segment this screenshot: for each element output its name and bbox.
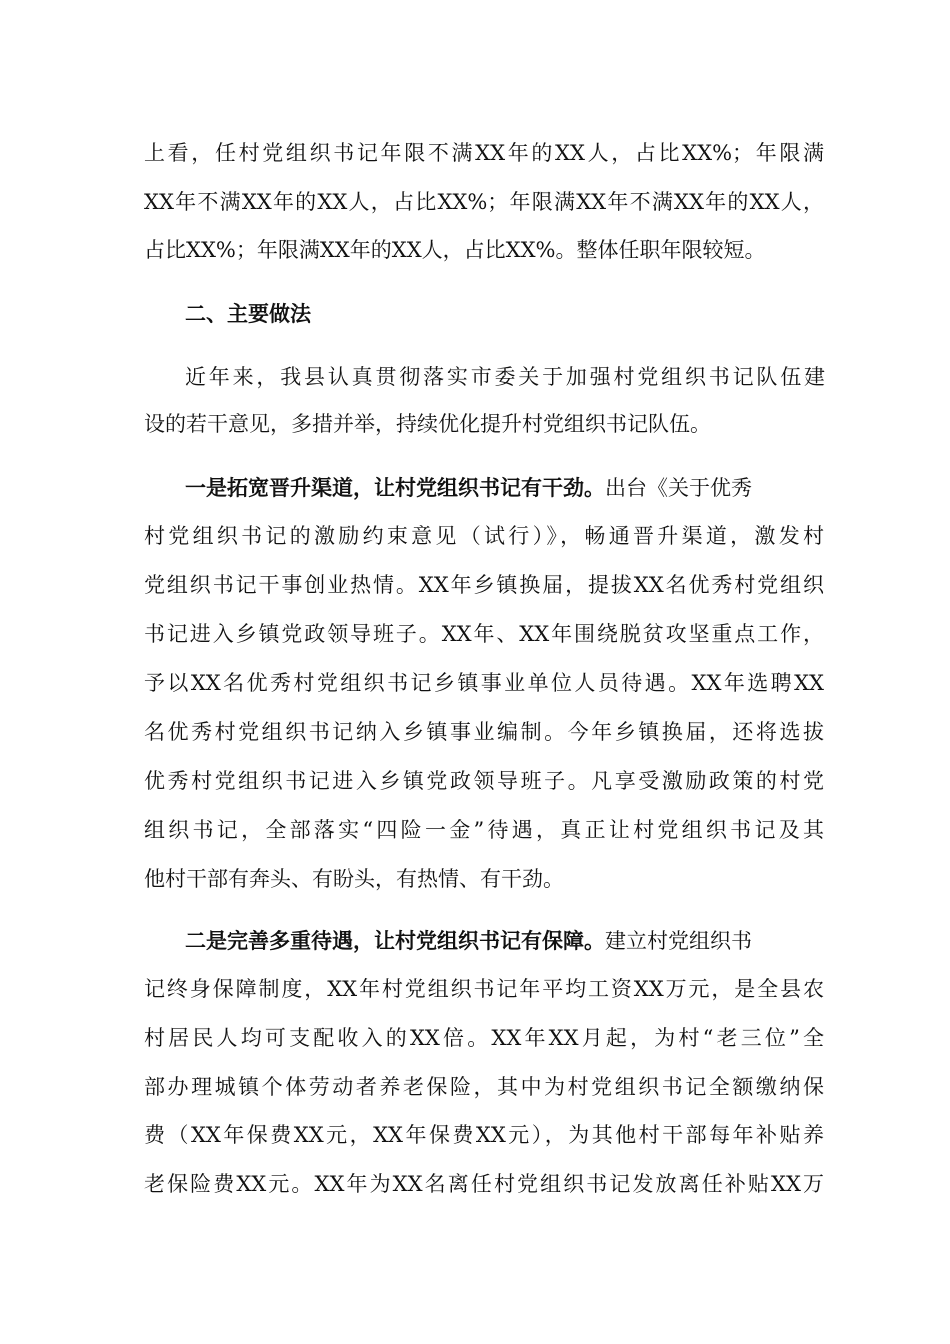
paragraph-lead-heading: 一是拓宽晋升渠道，让村党组织书记有干劲。 [185,475,605,500]
body-text-fragment: 建立村党组织书 [605,929,752,953]
section-heading: 二、主要做法 [185,302,311,326]
paragraph-first-line [185,473,752,503]
body-text-line: 近年来，我县认真贯彻落实市委关于加强村党组织书记队伍建 [185,365,825,389]
body-text-line: 优秀村党组织书记进入乡镇党政领导班子。凡享受激励政策的村党 [144,769,824,793]
paragraph-lead-heading: 二是完善多重待遇，让村党组织书记有保障。 [185,928,605,953]
body-text-line: 组织书记，全部落实“四险一金”待遇，真正让村党组织书记及其 [144,818,824,842]
body-text-line: 设的若干意见，多措并举，持续优化提升村党组织书记队伍。 [144,412,711,436]
body-text-line: 占比XX%；年限满XX年的XX人，占比XX%。整体任职年限较短。 [144,238,766,262]
body-text-line: 部办理城镇个体劳动者养老保险，其中为村党组织书记全额缴纳保 [144,1075,824,1099]
body-text-fragment: 出台《关于优秀 [605,476,752,500]
body-text-line: 名优秀村党组织书记纳入乡镇事业编制。今年乡镇换届，还将选拔 [144,720,824,744]
body-text-line: 他村干部有奔头、有盼头，有热情、有干劲。 [144,867,564,891]
body-text-line: 记终身保障制度，XX年村党组织书记年平均工资XX万元，是全县农 [144,977,824,1001]
body-text-line: 予以XX名优秀村党组织书记乡镇事业单位人员待遇。XX年选聘XX [144,671,824,695]
body-text-line: 费（XX年保费XX元，XX年保费XX元），为其他村干部每年补贴养 [144,1123,824,1147]
body-text-line: 村居民人均可支配收入的XX倍。XX年XX月起，为村“老三位”全 [144,1026,824,1050]
body-text-line: 村党组织书记的激励约束意见（试行）》，畅通晋升渠道，激发村 [144,524,824,548]
body-text-line: 上看，任村党组织书记年限不满XX年的XX人，占比XX%；年限满 [144,141,824,165]
body-text-line: 党组织书记干事创业热情。XX年乡镇换届，提拔XX名优秀村党组织 [144,573,824,597]
body-text-line: 老保险费XX元。XX年为XX名离任村党组织书记发放离任补贴XX万 [144,1172,824,1196]
body-text-line: XX年不满XX年的XX人，占比XX%；年限满XX年不满XX年的XX人， [144,190,824,214]
body-text-line: 书记进入乡镇党政领导班子。XX年、XX年围绕脱贫攻坚重点工作， [144,622,824,646]
paragraph-first-line [185,926,752,956]
